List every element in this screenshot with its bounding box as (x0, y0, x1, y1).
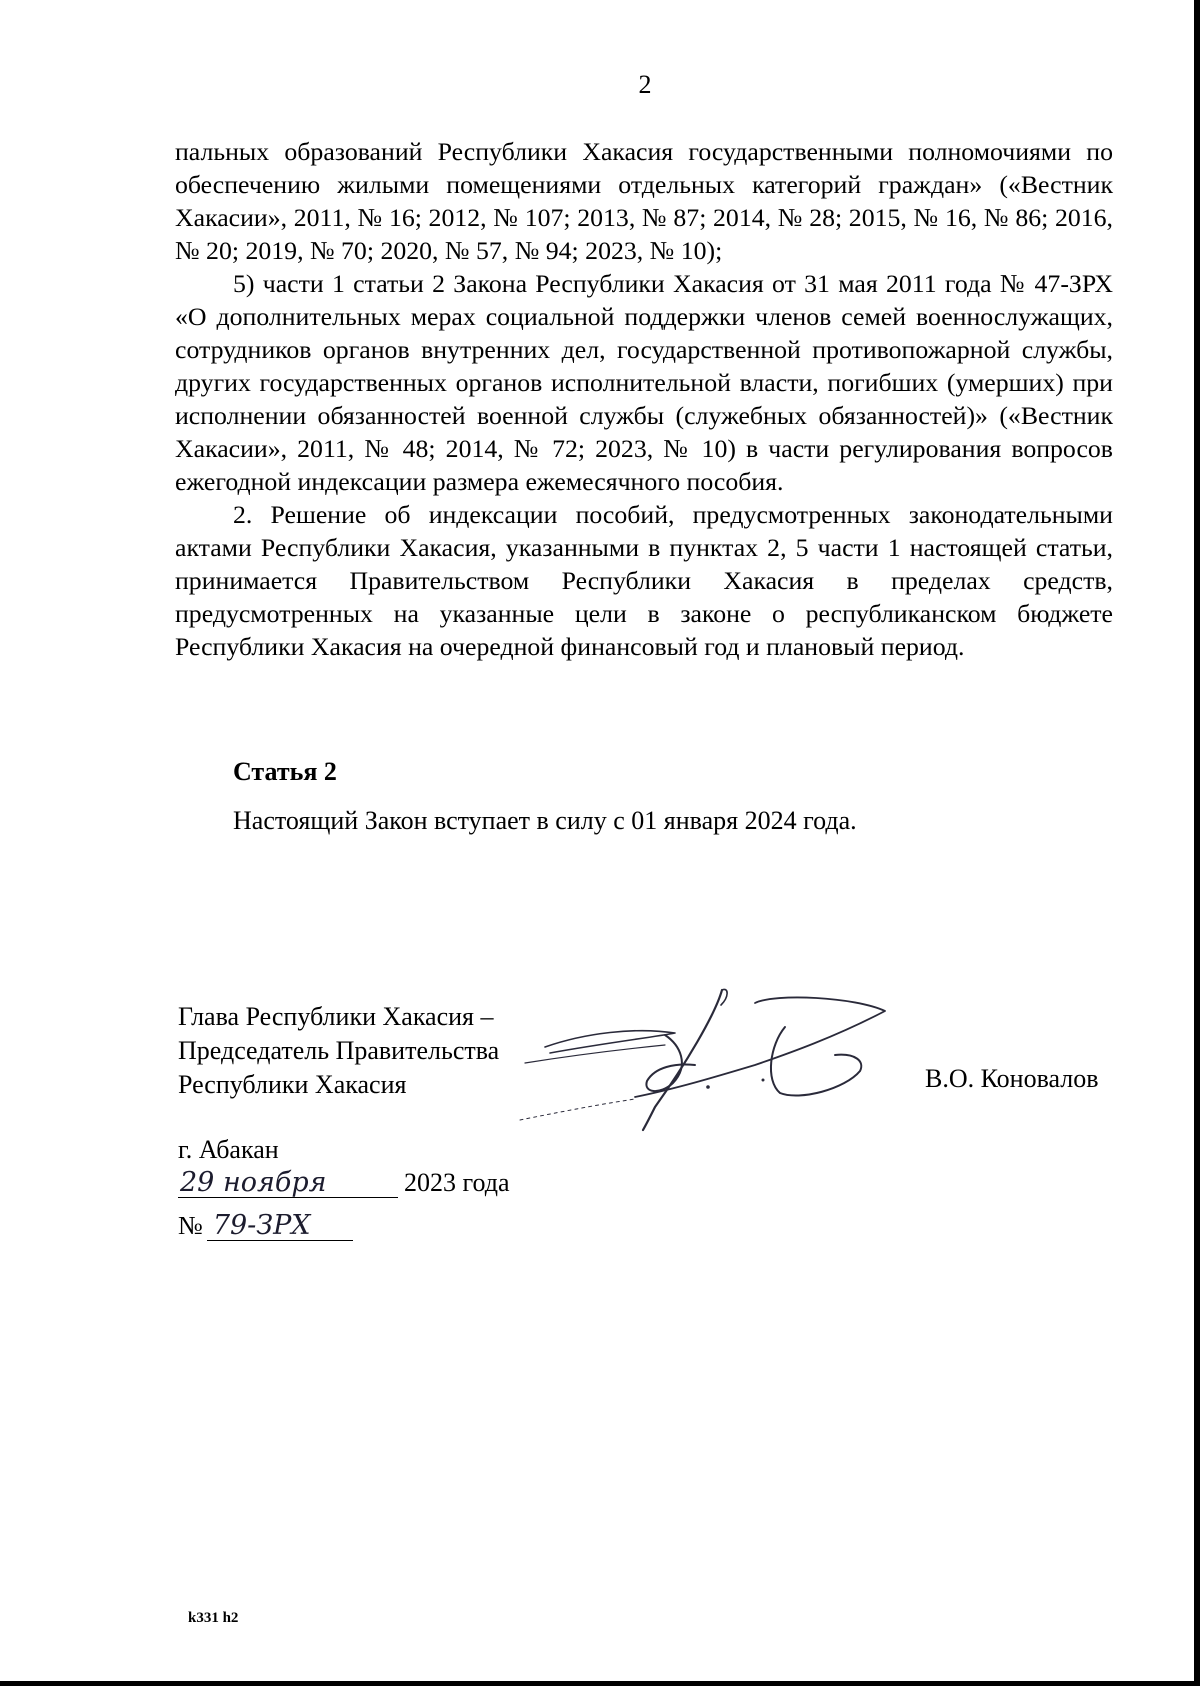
page-number: 2 (638, 70, 652, 99)
article-text: Настоящий Закон вступает в силу с 01 января 2024 года. (233, 806, 857, 835)
signatory-name: В.О. Коновалов (925, 1064, 1099, 1093)
signatory-title-line: Глава Республики Хакасия – (178, 1002, 494, 1031)
signing-date (178, 1168, 510, 1198)
document-code: k331 h2 (188, 1610, 239, 1626)
handwritten-signature (515, 985, 935, 1135)
article-heading: Статья 2 (233, 757, 337, 786)
signing-place: г. Абакан (178, 1135, 279, 1164)
scan-edge (1194, 0, 1200, 1686)
law-number (178, 1211, 353, 1241)
signatory-title (178, 1000, 499, 1102)
paragraph: пальных образований Республики Хакасия государственными полномочиями по обеспечению жилыми помещениями отдельных категорий граждан» («Вестник Хакасии», 2011, № 16; 2012, № 107; 2013, № 87; 2014, № 28; 2015, № 16, № 86; 2016, № 20; 2019, № 70; 2020, № 57, № 94; 2023, № 10); (175, 137, 1113, 265)
paragraph: 5) части 1 статьи 2 Закона Республики Хакасия от 31 мая 2011 года № 47-ЗРХ «О дополнительных мерах социальной поддержки членов семей военнослужащих, сотрудников органов внутренних дел, государственной противопожарной службы, других государственных органов исполнительной власти, погибших (умерших) при исполнении обязанностей военной службы (служебных обязанностей)» («Вестник Хакасии», 2011, № 48; 2014, № 72; 2023, № 10) в части регулирования вопросов ежегодной индексации размера ежемесячного пособия. (175, 269, 1113, 496)
signatory-title-line: Председатель Правительства (178, 1036, 500, 1065)
handwritten-date: 29 ноября (178, 1169, 398, 1198)
number-sign: № (178, 1211, 203, 1240)
body-text (175, 135, 1113, 663)
signatory-title-line: Республики Хакасия (178, 1070, 407, 1099)
date-year: 2023 года (404, 1168, 510, 1197)
handwritten-law-number: 79-ЗРХ (207, 1212, 353, 1241)
paragraph: 2. Решение об индексации пособий, предусмотренных законодательными актами Республики Хакасия, указанными в пунктах 2, 5 части 1 настоящей статьи, принимается Правительством Республики Хакасия в пределах средств, предусмотренных на указанные цели в законе о республиканском бюджете Республики Хакасия на очередной финансовый год и плановый период. (175, 500, 1113, 661)
scan-edge (0, 1681, 1200, 1686)
